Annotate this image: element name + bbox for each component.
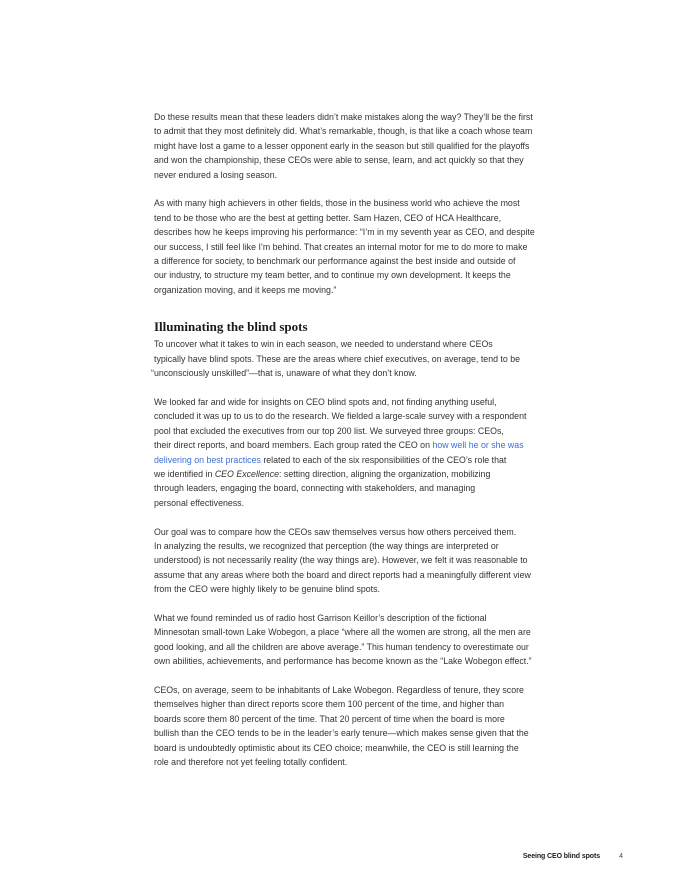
text-line: and won the championship, these CEOs were able to sense, learn, and act quickly so that they (154, 155, 524, 166)
text-segment: : setting direction, aligning the organization, mobilizing (279, 468, 491, 479)
text-line: To uncover what it takes to win in each season, we needed to understand where CEOs (154, 339, 493, 350)
text-segment: their direct reports, and board members. Each group rated the CEO on (154, 440, 433, 451)
text-line: own abilities, achievements, and performance has become known as the “Lake Wobegon effect.” (154, 656, 532, 667)
text-line: boards score them 80 percent of the time. That 20 percent of time when the board is more (154, 713, 505, 724)
text-line: As with many high achievers in other fields, those in the business world who achieve the most (154, 198, 520, 209)
text-line: from the CEO were highly likely to be genuine blind spots. (154, 584, 380, 595)
text-line: a difference for society, to benchmark our performance against the best inside and outside of (154, 256, 516, 267)
text-segment: related to each of the six responsibilities of the CEO’s role that (260, 454, 507, 465)
page-footer (0, 853, 680, 865)
paragraph-6 (154, 611, 578, 669)
text-line (154, 467, 578, 481)
paragraph-4 (154, 395, 578, 510)
text-line: describes how he keeps improving his performance: “I’m in my seventh year as CEO, and despite (154, 227, 535, 238)
text-line: organization moving, and it keeps me moving.” (154, 284, 337, 295)
text-line: pool that excluded the executives from our top 200 list. We surveyed three groups: CEOs, (154, 425, 504, 436)
text-line: personal effectiveness. (154, 497, 245, 508)
text-line: “unconsciously unskilled”—that is, unaware of what they don’t know. (151, 368, 417, 379)
text-line (154, 438, 578, 452)
paragraph-5 (154, 525, 578, 597)
text-line: Minnesotan small-town Lake Wobegon, a place “where all the women are strong, all the men are (154, 627, 531, 638)
text-line: CEOs, on average, seem to be inhabitants of Lake Wobegon. Regardless of tenure, they score (154, 684, 524, 695)
best-practices-link-continued[interactable]: delivering on best practices (154, 454, 261, 465)
text-line (154, 453, 578, 467)
text-line: to admit that they most definitely did. What’s remarkable, though, is that like a coach whose team (154, 126, 533, 137)
footer-title: Seeing CEO blind spots (522, 853, 600, 860)
text-line: never endured a losing season. (154, 169, 278, 180)
text-line: assume that any areas where both the board and direct reports had a meaningfully different view (154, 569, 531, 580)
text-line: themselves higher than direct reports score them 100 percent of the time, and higher than (154, 699, 505, 710)
text-line: might have lost a game to a lesser opponent early in the season but still qualified for the playoffs (154, 140, 530, 151)
text-line: concluded it was up to us to do the research. We fielded a large-scale survey with a respondent (154, 411, 527, 422)
text-line: good looking, and all the children are above average.” This human tendency to overestimate our (154, 641, 529, 652)
text-line: understood) is not necessarily reality (the way things are). However, we felt it was reasonable to (154, 555, 528, 566)
page-number: 4 (619, 853, 623, 860)
text-line: We looked far and wide for insights on CEO blind spots and, not finding anything useful, (154, 396, 497, 407)
best-practices-link[interactable]: how well he or she was (432, 440, 524, 451)
book-title: CEO Excellence (214, 468, 280, 479)
section-heading: Illuminating the blind spots (154, 319, 308, 335)
paragraph-3 (151, 337, 578, 380)
text-line: tend to be those who are the best at getting better. Sam Hazen, CEO of HCA Healthcare, (154, 212, 502, 223)
text-line: typically have blind spots. These are the areas where chief executives, on average, tend to be (154, 353, 521, 364)
text-line: Do these results mean that these leaders didn’t make mistakes along the way? They’ll be the first (154, 112, 533, 122)
text-line: Our goal was to compare how the CEOs saw themselves versus how others perceived them. (154, 526, 517, 537)
text-line: our industry, to structure my team better, and to continue my own development. It keeps the (154, 270, 511, 281)
text-line: role and therefore not yet feeling totally confident. (154, 756, 348, 767)
paragraph-2 (154, 196, 578, 297)
paragraph-1 (154, 110, 578, 182)
text-line: our success, I still feel like I’m behind. That creates an internal motor for me to do more to make (154, 241, 528, 252)
text-line: What we found reminded us of radio host Garrison Keillor’s description of the fictional (154, 612, 487, 623)
article-body (151, 110, 578, 784)
text-line: board is undoubtedly optimistic about its CEO choice; meanwhile, the CEO is still learning the (154, 742, 519, 753)
text-segment: we identified in (154, 468, 215, 479)
paragraph-7 (154, 683, 578, 769)
text-line: bullish than the CEO tends to be in the leader’s early tenure—which makes sense given that the (154, 728, 529, 739)
text-line: through leaders, engaging the board, connecting with stakeholders, and managing (154, 483, 476, 494)
text-line: In analyzing the results, we recognized that perception (the way things are interpreted or (154, 540, 499, 551)
